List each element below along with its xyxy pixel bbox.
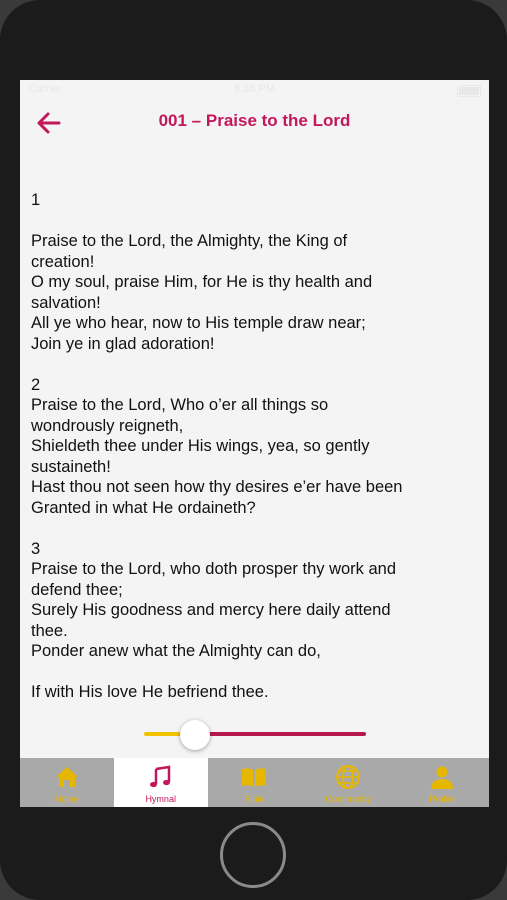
verse-number: 3 [31,539,41,558]
status-bar [20,80,489,100]
tab-label: Community [325,794,372,804]
lyric-line: Praise to the Lord, Who o’er all things so [31,396,329,414]
lyric-line: O my soul, praise Him, for He is thy health and [31,273,373,291]
tab-bar [20,758,489,807]
lyric-line: Ponder anew what the Almighty can do, [31,642,321,660]
verse-number: 1 [31,191,41,209]
lyric-line: If with His love He befriend thee. [31,683,269,701]
music-note-icon [148,764,174,790]
lyric-line: All ye who hear, now to His temple draw near; [31,314,366,332]
lyric-line: Praise to the Lord, who doth prosper thy work and [31,560,397,578]
lyric-line: Surely His goodness and mercy here daily attend [31,601,391,619]
navigation-bar [20,100,489,144]
battery-icon [457,85,481,97]
tab-bible[interactable] [208,758,302,807]
verse-1 [31,190,481,354]
slider-track-max [195,732,366,736]
tab-hymnal[interactable] [114,758,208,807]
status-carrier: Carrier [28,83,62,95]
tab-profile[interactable] [395,758,489,807]
tab-label: Profile [429,794,455,804]
verse-3 [31,539,481,662]
tab-label: Bible [244,794,265,804]
lyric-line: sustaineth! [31,457,111,476]
lyric-line: wondrously reigneth, [31,416,184,435]
tab-community[interactable] [301,758,395,807]
verse-2 [31,375,481,519]
device-home-button[interactable] [220,822,286,888]
person-icon [429,764,455,790]
lyric-line: Shieldeth thee under His wings, yea, so gently [31,437,370,455]
book-icon [240,764,268,790]
lyric-line: Praise to the Lord, the Almighty, the King of [31,232,348,250]
slider-thumb[interactable] [180,720,210,750]
home-icon [54,764,80,790]
tab-label: Home [54,794,79,804]
lyric-line: Hast thou not seen how thy desires e’er have been [31,478,403,496]
hymn-lyrics [31,190,481,703]
lyric-line: defend thee; [31,580,123,599]
lyric-line: thee. [31,621,68,640]
lyric-line: salvation! [31,293,101,312]
lyric-line: Granted in what He ordaineth? [31,498,256,517]
lyric-line: creation! [31,252,95,271]
lyric-line: Join ye in glad adoration! [31,334,215,353]
tab-label: Hymnal [145,794,176,804]
status-time: 8:38 PM [234,83,275,95]
text-size-slider[interactable] [144,720,366,750]
verse-number: 2 [31,375,41,394]
page-title: 001 – Praise to the Lord [158,111,351,130]
globe-icon [335,764,361,790]
tab-home[interactable] [20,758,114,807]
app-screen [20,80,489,807]
